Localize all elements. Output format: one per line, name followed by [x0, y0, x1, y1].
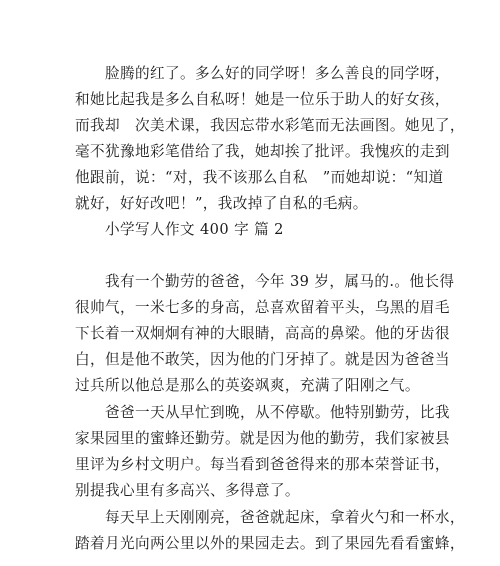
section-heading: 小学写人作文 400 字 篇 2	[105, 221, 284, 238]
text-line: 白，但是他不敢笑，因为他的门牙掉了。就是因为爸爸当	[75, 351, 450, 368]
text-line: 下长着一双炯炯有神的大眼睛，高高的鼻梁。他的牙齿很	[75, 325, 450, 342]
text-line: 他跟前，说：“对，我不该那么自私 ”而她却说：“知道	[75, 169, 444, 186]
text-line: 别提我心里有多高兴、多得意了。	[75, 482, 300, 499]
text-line: 我有一个勤劳的爸爸，今年 39 岁，属马的.。他长得	[105, 273, 455, 290]
text-line: 脸腾的红了。多么好的同学呀！多么善良的同学呀，	[105, 65, 450, 82]
text-line: 而我却 次美术课，我因忘带水彩笔而无法画图。她见了，	[75, 117, 465, 134]
text-line: 和她比起我是多么自私呀！她是一位乐于助人的好女孩，	[75, 91, 450, 108]
text-line: 很帅气，一米七多的身高，总喜欢留着平头，乌黑的眉毛	[75, 299, 450, 316]
text-line: 爸爸一天从早忙到晚，从不停歇。他特别勤劳，比我	[105, 404, 450, 421]
text-line: 踏着月光向两公里以外的果园走去。到了果园先看看蜜蜂，	[75, 535, 465, 552]
text-line: 过兵所以他总是那么的英姿飒爽，充满了阳刚之气。	[75, 377, 420, 394]
text-line: 每天早上天刚刚亮，爸爸就起床，拿着火勺和一杯水，	[105, 509, 465, 526]
text-line: 家果园里的蜜蜂还勤劳。就是因为他的勤劳，我们家被县	[75, 430, 450, 447]
text-line: 毫不犹豫地彩笔借给了我，她却挨了批评。我愧疚的走到	[75, 143, 450, 160]
text-line: 就好，好好改吧！”，我改掉了自私的毛病。	[75, 195, 368, 212]
text-line: 里评为乡村文明户。每当看到爸爸得来的那本荣誉证书，	[75, 456, 450, 473]
